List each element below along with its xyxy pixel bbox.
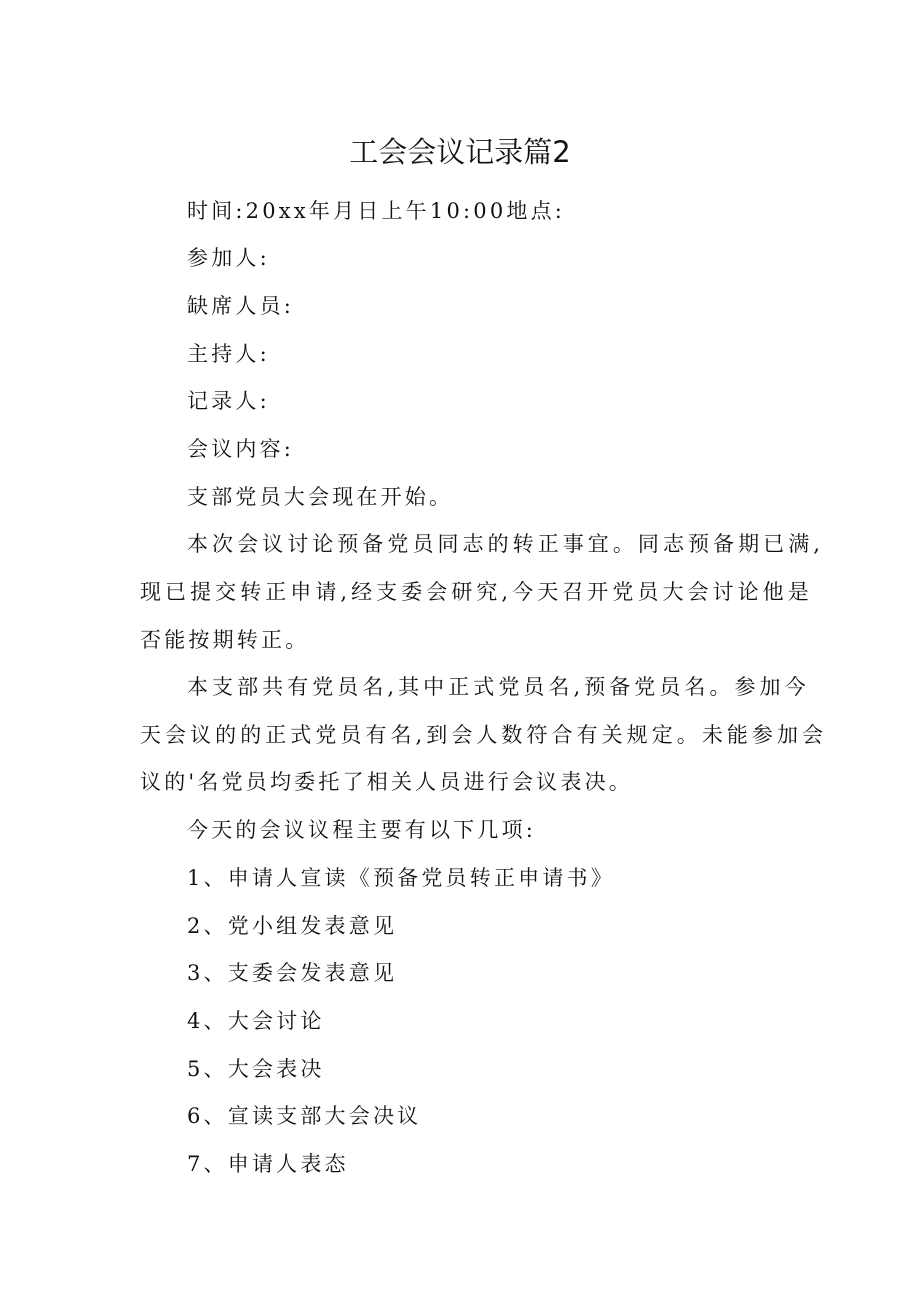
opening-sentence: 支部党员大会现在开始。: [187, 485, 454, 509]
agenda-item: 7、申请人表态: [187, 1152, 349, 1176]
field-absentees: 缺席人员:: [187, 294, 295, 318]
field-recorder: 记录人:: [187, 389, 270, 413]
agenda-item: 4、大会讨论: [187, 1009, 325, 1033]
agenda-item: 2、党小组发表意见: [187, 914, 398, 938]
agenda-intro: 今天的会议议程主要有以下几项:: [187, 818, 537, 842]
paragraph-2-line-1: 本支部共有党员名,其中正式党员名,预备党员名。参加今: [187, 675, 810, 699]
paragraph-1-line-2: 现已提交转正申请,经支委会研究,今天召开党员大会讨论他是: [140, 580, 813, 604]
field-meeting-content: 会议内容:: [187, 437, 295, 461]
document-title: 工会会议记录篇2: [349, 135, 571, 169]
agenda-item: 1、申请人宣读《预备党员转正申请书》: [187, 866, 615, 890]
agenda-item: 6、宣读支部大会决议: [187, 1104, 422, 1128]
paragraph-1-line-1: 本次会议讨论预备党员同志的转正事宜。同志预备期已满,: [187, 532, 824, 556]
paragraph-1-line-3: 否能按期转正。: [140, 628, 310, 652]
agenda-item: 3、支委会发表意见: [187, 961, 398, 985]
paragraph-2-line-3: 议的'名党员均委托了相关人员进行会议表决。: [140, 770, 633, 794]
paragraph-2-line-2: 天会议的的正式党员有名,到会人数符合有关规定。未能参加会: [140, 723, 828, 747]
field-attendees: 参加人:: [187, 246, 270, 270]
field-time-location: 时间:20xx年月日上午10:00地点:: [187, 199, 566, 223]
field-host: 主持人:: [187, 342, 270, 366]
agenda-item: 5、大会表决: [187, 1057, 325, 1081]
